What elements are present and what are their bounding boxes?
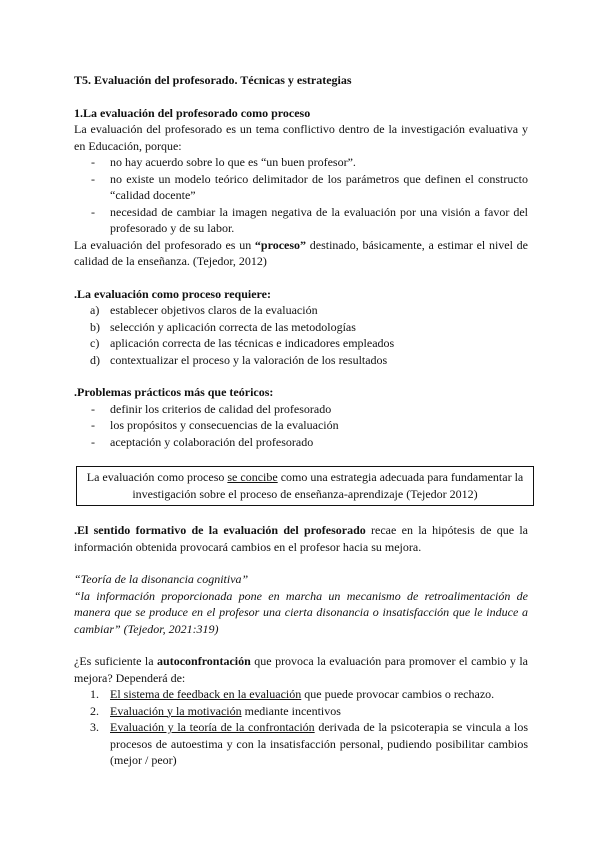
underlined-term: se concibe xyxy=(227,470,278,484)
section1-closing: La evaluación del profesorado es un “proceso” destinado, básicamente, a estimar el nivel de calidad de la enseñanza. (Tejedor, 2012) xyxy=(74,237,528,268)
list-item: a) establecer objetivos claros de la evaluación xyxy=(90,303,318,317)
highlight-box: La evaluación como proceso se concibe como una estrategia adecuada para fundamentar la investigación sobre el proceso de enseñanza-aprendizaje (Tejedor 2012) xyxy=(76,466,534,506)
section1-bullet-list xyxy=(74,154,528,237)
section3-bullet-list xyxy=(74,401,528,451)
dash-bullet: - xyxy=(91,401,95,416)
section5-list xyxy=(74,686,528,769)
dash-bullet: - xyxy=(91,171,95,186)
list-item: 3. Evaluación y la teoría de la confrontación derivada de la psicoterapia se vincula a los procesos de autoestima y con la insatisfacción personal, pudiendo posibilitar cambios (mejor / peor) xyxy=(90,720,528,767)
list-item: c) aplicación correcta de las técnicas e indicadores empleados xyxy=(90,336,395,350)
document-title: T5. Evaluación del profesorado. Técnicas y estrategias xyxy=(74,73,352,87)
section1-heading: 1.La evaluación del profesorado como proceso xyxy=(74,105,311,120)
quote-title: “Teoría de la disonancia cognitiva” xyxy=(74,572,249,586)
section1-intro: La evaluación del profesorado es un tema conflictivo dentro de la investigación evaluativa y en Educación, porque: xyxy=(74,122,528,153)
section4-heading: .El sentido formativo de la evaluación del profesorado xyxy=(74,523,366,537)
list-item: - definir los criterios de calidad del profesorado xyxy=(91,401,332,416)
list-item: - los propósitos y consecuencias de la evaluación xyxy=(91,418,339,432)
list-item: - no existe un modelo teórico delimitador de los parámetros que definen el constructo “calidad docente” xyxy=(91,171,528,202)
dash-bullet: - xyxy=(91,155,95,169)
proceso-emphasis: “proceso” xyxy=(254,237,307,252)
list-item: 1. El sistema de feedback en la evaluación que puede provocar cambios o rechazo. xyxy=(90,687,495,701)
dash-bullet: - xyxy=(91,204,95,219)
list-item: d) contextualizar el proceso y la valoración de los resultados xyxy=(90,352,388,367)
section4-paragraph: .El sentido formativo de la evaluación del profesorado recae en la hipótesis de que la información obtenida provocará cambios en el profesor hacia su mejora. xyxy=(74,523,528,554)
autoconfrontacion-emphasis: autoconfrontación xyxy=(157,654,251,668)
list-item: 2. Evaluación y la motivación mediante incentivos xyxy=(90,703,341,718)
list-item: b) selección y aplicación correcta de las metodologías xyxy=(90,319,356,334)
list-item: - no hay acuerdo sobre lo que es “un buen profesor”. xyxy=(91,155,356,169)
dash-bullet: - xyxy=(91,418,95,432)
section5-question: ¿Es suficiente la autoconfrontación que provoca la evaluación para promover el cambio y la mejora? Dependerá de: xyxy=(74,654,528,685)
quote-text: “la información proporcionada pone en marcha un mecanismo de retroalimentación de manera que se produce en el profesor una cierta disonancia o insatisfacción que le induce a cambiar” (Tejedor, 2021:319) xyxy=(74,588,528,636)
section2-list xyxy=(74,302,528,368)
section3-heading: .Problemas prácticos más que teóricos: xyxy=(74,385,274,399)
section2-heading: .La evaluación como proceso requiere: xyxy=(74,286,271,301)
list-item: - aceptación y colaboración del profesorado xyxy=(91,434,314,449)
list-item: - necesidad de cambiar la imagen negativa de la evaluación por una visión a favor del profesorado y de su labor. xyxy=(91,204,528,235)
dash-bullet: - xyxy=(91,434,95,449)
